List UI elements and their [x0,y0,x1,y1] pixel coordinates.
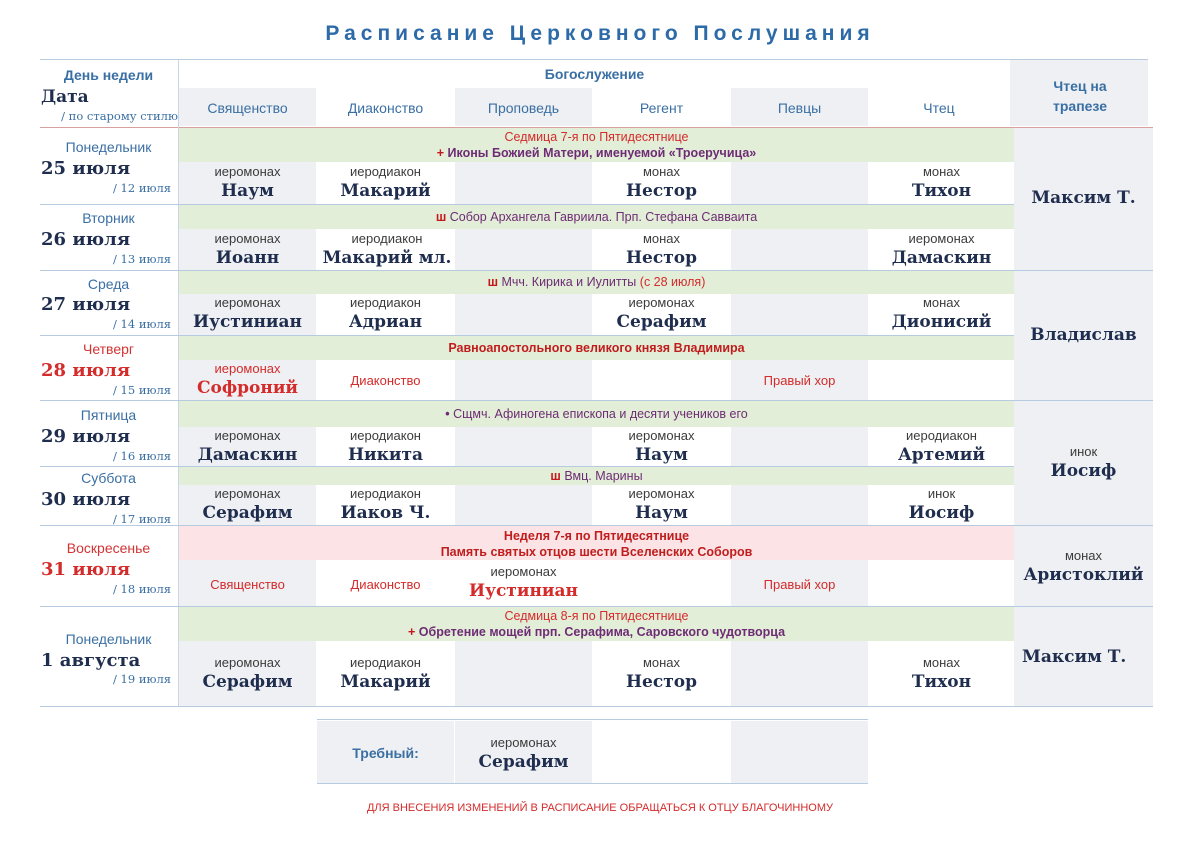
header-refectory: Чтец на трапезе [1053,78,1107,114]
refectory-reader: Максим Т. [1031,188,1136,208]
cell-deacon [317,486,454,524]
day-name: Среда [87,276,130,292]
refectory-reader [1014,548,1153,586]
top-rule [40,59,1148,60]
header-day: День недели [63,67,154,83]
cell-priest [179,295,316,333]
day-date: 27 июля [41,294,131,315]
rank: иеромонах [628,428,695,443]
rank: иеродиакон [350,486,421,501]
rank: инок [927,486,956,501]
day-date: 31 июля [41,559,131,580]
day-date: 30 июля [41,489,131,510]
day-name: Понедельник [65,139,152,155]
person-name: Дионисий [891,312,992,332]
footer-note: ДЛЯ ВНЕСЕНИЯ ИЗМЕНЕНИЙ В РАСПИСАНИЕ ОБРАЩАТЬСЯ К ОТЦУ БЛАГОЧИННОМУ [366,802,833,814]
day-old-date: / 15 июля [113,383,172,397]
cell-deacon [317,295,454,333]
rank: монах [642,231,681,246]
rank: иеромонах [490,564,557,579]
feast-title: Сщмч. Афиногена епископа и десяти учеников его [453,407,748,421]
cell-singers: Правый хор [763,577,836,592]
feast-text [179,608,1014,640]
feast-title: Собор Архангела Гавриила. Прп. Стефана Савваита [449,210,758,224]
rank: иеромонах [214,655,281,670]
person-name: Наум [635,445,688,465]
rank: монах [922,655,961,670]
cell-priest [179,486,316,524]
person-name: Макарий мл. [322,248,452,268]
rank: иеромонах [214,231,281,246]
day-name: Вторник [82,210,135,226]
feast-line: Седмица 8-я по Пятидесятнице [504,609,689,623]
row-divider [40,606,1153,607]
rank: иеромонах [490,735,557,750]
feast-symbol: + [407,625,416,639]
day-name: Понедельник [65,631,152,647]
feast-symbol: ш [550,469,561,483]
cell-deacon: Диаконство [350,577,421,592]
person-name: Иосиф [1050,461,1117,481]
person-name: Серафим [202,503,293,523]
header-col-reader: Чтец [923,100,955,116]
row-divider [40,400,1153,401]
feast-line: Седмица 7-я по Пятидесятнице [504,130,689,144]
feast-title: Вмц. Марины [564,469,643,483]
feast-text [179,274,1014,290]
person-name: Тихон [911,181,972,201]
day-old-date: / 12 июля [113,181,172,195]
person-name: Нестор [626,672,697,692]
feast-text [179,209,1014,225]
cell-priest: Священство [210,577,285,592]
rank: иеромонах [214,486,281,501]
person-name: Тихон [911,672,972,692]
rank: иеродиакон [350,428,421,443]
person-name: Иустиниан [193,312,302,332]
cell-regent [593,486,730,524]
refectory-reader: Владислав [1030,325,1137,345]
row-divider [40,466,1014,467]
feast-line: Неделя 7-я по Пятидесятнице [503,529,690,543]
header-old-style: / по старому стилю [61,109,178,123]
rank: монах [1064,548,1103,563]
rank: иеродиакон [906,428,977,443]
person-name: Макарий [340,181,431,201]
rank: иеромонах [628,486,695,501]
rank: иеродиакон [350,655,421,670]
header-col-singers: Певцы [777,100,822,116]
header-col-priest: Священство [207,100,288,116]
cell-priest [179,164,316,202]
rank: монах [642,164,681,179]
day-name: Четверг [82,341,135,357]
rank: иеромонах [908,231,975,246]
person-name: Иоанн [215,248,280,268]
feast-symbol: ш [487,275,499,289]
row-divider [40,525,1153,526]
row-divider [40,270,1153,271]
person-name: Серафим [478,752,569,772]
header-rule [40,127,1153,128]
refectory-reader [1014,444,1153,482]
row-divider [40,335,1014,336]
cell-deacon: Диаконство [350,373,421,388]
rank: иеромонах [214,428,281,443]
rank: иеромонах [628,295,695,310]
day-date: 1 августа [41,650,141,671]
cell-regent [593,655,730,693]
rank: монах [922,295,961,310]
feast-title: Мчч. Кирика и Иулитты [501,275,637,289]
trebny-top-rule [317,719,868,720]
page-title: Расписание Церковного Послушания [325,22,875,45]
day-date: 26 июля [41,229,131,250]
rank: монах [922,164,961,179]
feast-title: Равноапостольного великого князя Владимира [448,341,745,355]
feast-title: Иконы Божией Матери, именуемой «Троеручица» [447,146,757,160]
day-date: 25 июля [41,158,131,179]
feast-symbol: + [436,146,445,160]
person-name: Дамаскин [197,445,298,465]
feast-line [179,624,1014,640]
cell-priest [179,655,316,693]
day-date: 29 июля [41,426,131,447]
cell-regent [593,428,730,466]
cell-deacon [317,655,454,693]
feast-title: Обретение мощей прп. Серафима, Саровского чудотворца [418,625,786,639]
person-name: Софроний [196,378,299,398]
feast-text [179,468,1014,484]
trebny-label: Требный: [352,745,419,761]
rank: инок [1069,444,1098,459]
column-refectory-bg [1014,128,1153,706]
person-name: Адриан [348,312,423,332]
cell-deacon [317,428,454,466]
cell-singers: Правый хор [763,373,836,388]
cell-regent [593,164,730,202]
feast-line: Память святых отцов шести Вселенских Соборов [440,545,753,559]
day-name: Пятница [80,407,137,423]
person-name: Артемий [897,445,986,465]
header-service: Богослужение [544,66,645,82]
feast-text [179,129,1014,161]
person-name: Аристоклий [1023,565,1144,585]
cell-priest [179,361,316,399]
person-name: Иустиниан [469,581,578,601]
feast-line [179,145,1014,161]
day-old-date: / 18 июля [113,582,172,596]
header-col-regent: Регент [639,100,684,116]
cell-reader [869,164,1014,202]
rank: иеродиакон [350,164,421,179]
rank: монах [642,655,681,670]
cell-reader [869,655,1014,693]
person-name: Иаков Ч. [340,503,431,523]
person-name: Макарий [340,672,431,692]
person-name: Никита [347,445,424,465]
person-name: Серафим [616,312,707,332]
feast-symbol: ш [435,210,447,224]
person-name: Нестор [626,181,697,201]
day-old-date: / 13 июля [113,252,172,266]
cell-reader [869,428,1014,466]
day-name: Воскресенье [66,540,151,556]
feast-text [179,528,1014,560]
person-name: Наум [221,181,274,201]
cell-deacon [317,164,454,202]
rank: иеродиакон [351,231,423,246]
cell-regent [593,295,730,333]
person-name: Серафим [202,672,293,692]
bottom-rule [40,706,1153,707]
person-name: Иосиф [908,503,975,523]
rank: иеромонах [214,361,281,376]
trebny-bottom-rule [317,783,868,784]
person-name: Дамаскин [891,248,992,268]
cell-deacon [317,231,457,269]
refectory-reader: Максим Т. [1022,647,1127,667]
day-old-date: / 17 июля [113,512,172,526]
rank: иеромонах [214,295,281,310]
feast-symbol: • [445,407,450,421]
feast-text [179,406,1014,422]
cell-priest [179,428,316,466]
cell-regent [593,231,730,269]
trebny-cell [455,735,592,773]
trebny-empty-cell [731,721,868,783]
row-divider [40,204,1014,205]
day-old-date: / 19 июля [113,672,172,686]
day-old-date: / 14 июля [113,317,172,331]
header-col-sermon: Проповедь [487,100,560,116]
cell-reader [869,295,1014,333]
feast-text [179,340,1014,356]
day-date: 28 июля [41,360,131,381]
day-name: Суббота [81,470,136,486]
rank: иеромонах [214,164,281,179]
person-name: Наум [635,503,688,523]
cell-priest [179,231,316,269]
person-name: Нестор [626,248,697,268]
day-old-date: / 16 июля [113,449,172,463]
header-col-deacon: Диаконство [347,100,424,116]
cell-reader [869,231,1014,269]
rank: иеродиакон [350,295,421,310]
feast-note: (с 28 июля) [639,275,706,289]
cell-reader [869,486,1014,524]
cell-sermon [455,564,592,602]
header-date: Дата [41,87,89,107]
